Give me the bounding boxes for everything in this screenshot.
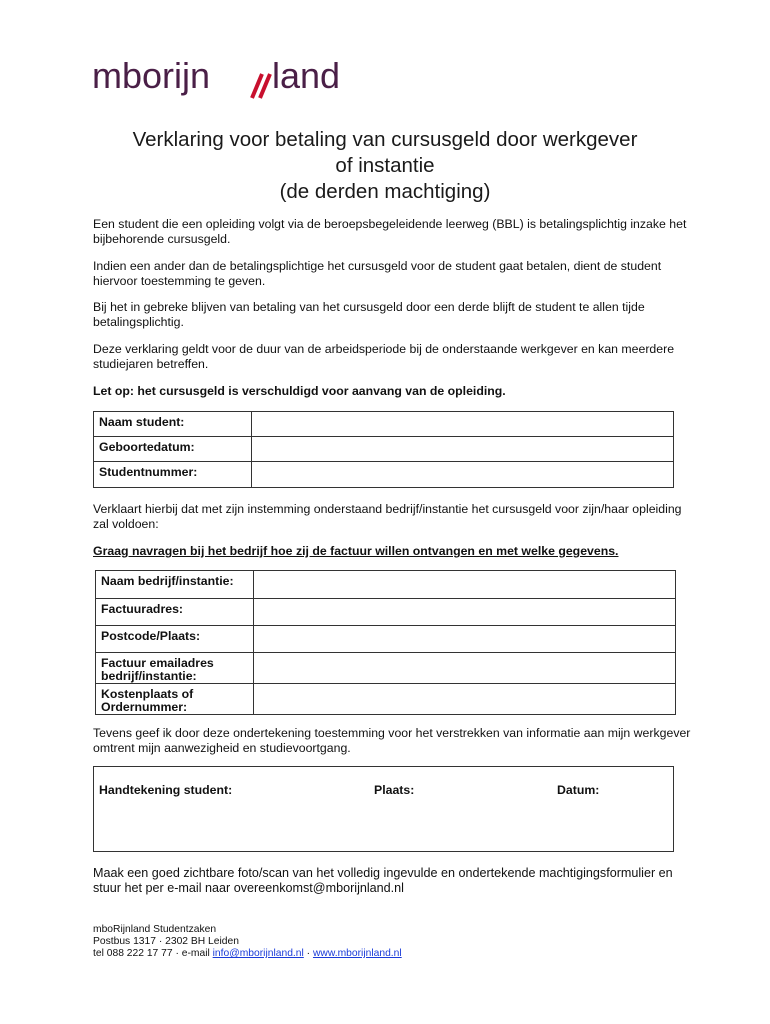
field-birthdate[interactable] [252, 437, 674, 462]
table-row [94, 412, 674, 437]
consent-text: Tevens geef ik door deze ondertekening toestemming voor het verstrekken van informatie aan mijn werkgever omtrent mijn aanwezigheid en studievoortgang. [93, 726, 691, 755]
logo-text-end: land [272, 60, 341, 96]
label-cost-center: Kostenplaats of Ordernummer: [96, 684, 254, 715]
table-row [96, 653, 676, 684]
logo-text-main: mborijn [92, 60, 211, 96]
company-table [95, 570, 676, 715]
label-invoice-email: Factuur emailadres bedrijf/instantie: [96, 653, 254, 684]
invoice-request-underlined: Graag navragen bij het bedrijf hoe zij de factuur willen ontvangen en met welke gegevens. [93, 544, 619, 558]
table-row [96, 626, 676, 653]
intro-paragraph-3: Bij het in gebreke blijven van betaling van het cursusgeld door een derde blijft de student te allen tijde betalingsplichtig. [93, 300, 645, 329]
student-table [93, 411, 674, 488]
label-postcode-city: Postcode/Plaats: [96, 626, 254, 653]
table-row [94, 437, 674, 462]
intro-paragraph-4: Deze verklaring geldt voor de duur van de arbeidsperiode bij de onderstaande werkgever en kan meerdere studiejaren betreffen. [93, 342, 675, 371]
document-title [80, 127, 690, 205]
label-invoice-address: Factuuradres: [96, 599, 254, 626]
table-row [96, 571, 676, 599]
table-row [96, 599, 676, 626]
intro-paragraph-1: Een student die een opleiding volgt via de beroepsbegeleidende leerweg (BBL) is betalingsplichtig inzake het bijbehorende cursusgeld. [93, 217, 687, 246]
footer-address: Postbus 1317 · 2302 BH Leiden [93, 936, 239, 947]
logo-slashes [252, 74, 270, 98]
declaration-text: Verklaart hierbij dat met zijn instemming onderstaand bedrijf/instantie het cursusgeld voor zijn/haar opleiding zal voldoen: [93, 502, 682, 531]
title-line-3: (de derden machtiging) [279, 180, 491, 203]
table-row [94, 462, 674, 488]
signature-box[interactable] [93, 766, 674, 852]
footer-contact [93, 948, 402, 960]
field-company-name[interactable] [254, 571, 676, 599]
title-line-1: Verklaring voor betaling van cursusgeld door werkgever [132, 128, 638, 151]
footer-website-link[interactable]: www.mborijnland.nl [312, 948, 402, 959]
field-cost-center[interactable] [254, 684, 676, 715]
label-student-name: Naam student: [94, 412, 252, 437]
payment-note: Let op: het cursusgeld is verschuldigd voor aanvang van de opleiding. [93, 384, 506, 398]
label-company-name: Naam bedrijf/instantie: [96, 571, 254, 599]
field-postcode-city[interactable] [254, 626, 676, 653]
field-student-name[interactable] [252, 412, 674, 437]
signature-date-label: Datum: [557, 783, 600, 797]
footer-separator: · [303, 948, 313, 959]
submission-instruction: Maak een goed zichtbare foto/scan van het volledig ingevulde en ondertekende machtigingsformulier en stuur het per e-mail naar overeenkomst@mborijnland.nl [93, 866, 673, 895]
field-student-number[interactable] [252, 462, 674, 488]
field-invoice-email[interactable] [254, 653, 676, 684]
table-row [96, 684, 676, 715]
footer-tel: tel 088 222 17 77 · e-mail [93, 948, 213, 959]
footer [93, 924, 402, 960]
mborijnland-logo [92, 60, 354, 102]
footer-email-link[interactable]: info@mborijnland.nl [212, 948, 304, 959]
label-student-number: Studentnummer: [94, 462, 252, 488]
signature-place-label: Plaats: [374, 783, 415, 797]
signature-student-label: Handtekening student: [99, 783, 233, 797]
label-birthdate: Geboortedatum: [94, 437, 252, 462]
footer-org: mboRijnland Studentzaken [93, 924, 217, 935]
title-line-2: of instantie [335, 154, 435, 177]
field-invoice-address[interactable] [254, 599, 676, 626]
invoice-request-text [93, 544, 693, 559]
intro-paragraph-2: Indien een ander dan de betalingsplichtige het cursusgeld voor de student gaat betalen, dient de student hiervoor toestemming te geven. [93, 259, 662, 288]
